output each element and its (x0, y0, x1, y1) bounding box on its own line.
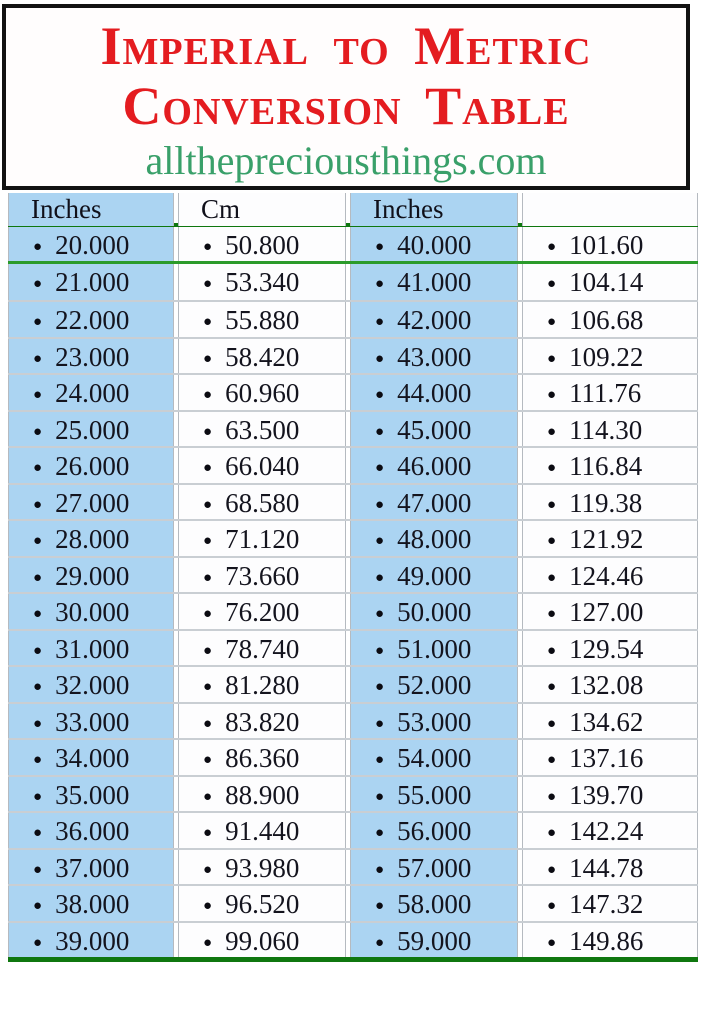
cell-cm-right: ● 129.54 (522, 631, 698, 666)
website-link[interactable]: allthepreciousthings.com (145, 138, 547, 183)
cell-inches-left: ● 23.000 (8, 339, 174, 374)
cell-inches-left: ● 29.000 (8, 558, 174, 593)
cell-inches-right: ● 46.000 (350, 448, 518, 483)
cell-cm-right: ● 144.78 (522, 850, 698, 885)
cell-cm-left: ● 73.660 (178, 558, 346, 593)
cell-inches-right: ● 45.000 (350, 412, 518, 447)
cell-cm-left: ● 76.200 (178, 594, 346, 629)
table-row (8, 556, 698, 593)
cell-inches-left: ● 25.000 (8, 412, 174, 447)
cell-inches-left: ● 34.000 (8, 740, 174, 775)
cell-cm-right: ● 149.86 (522, 923, 698, 958)
column-header-inches-left: Inches (8, 193, 174, 226)
cell-cm-left: ● 55.880 (178, 302, 346, 337)
cell-cm-left: ● 71.120 (178, 521, 346, 556)
cell-cm-left: ● 63.500 (178, 412, 346, 447)
cell-inches-left: ● 37.000 (8, 850, 174, 885)
cell-inches-right: ● 44.000 (350, 375, 518, 410)
table-row (8, 848, 698, 885)
cell-cm-left: ● 83.820 (178, 704, 346, 739)
cell-inches-right: ● 49.000 (350, 558, 518, 593)
cell-cm-left: ● 91.440 (178, 813, 346, 848)
cell-inches-left: ● 26.000 (8, 448, 174, 483)
cell-inches-left: ● 28.000 (8, 521, 174, 556)
cell-cm-right: ● 106.68 (522, 302, 698, 337)
cell-cm-left: ● 96.520 (178, 886, 346, 921)
cell-inches-right: ● 57.000 (350, 850, 518, 885)
table-row (8, 702, 698, 739)
conversion-table-body (8, 227, 698, 962)
column-header-cm-right (522, 193, 698, 226)
column-header-cm-left: Cm (178, 193, 346, 226)
cell-cm-left: ● 68.580 (178, 485, 346, 520)
cell-cm-right: ● 139.70 (522, 777, 698, 812)
cell-inches-left: ● 24.000 (8, 375, 174, 410)
table-row (8, 373, 698, 410)
cell-cm-left: ● 50.800 (178, 227, 346, 261)
table-row (8, 811, 698, 848)
cell-cm-right: ● 111.76 (522, 375, 698, 410)
cell-inches-left: ● 20.000 (8, 227, 174, 261)
cell-cm-right: ● 101.60 (522, 227, 698, 261)
cell-cm-left: ● 81.280 (178, 667, 346, 702)
table-row (8, 775, 698, 812)
cell-cm-right: ● 116.84 (522, 448, 698, 483)
cell-inches-right: ● 47.000 (350, 485, 518, 520)
cell-inches-left: ● 30.000 (8, 594, 174, 629)
cell-cm-left: ● 78.740 (178, 631, 346, 666)
cell-cm-left: ● 99.060 (178, 923, 346, 958)
cell-inches-right: ● 51.000 (350, 631, 518, 666)
cell-inches-right: ● 58.000 (350, 886, 518, 921)
cell-inches-right: ● 52.000 (350, 667, 518, 702)
cell-inches-right: ● 56.000 (350, 813, 518, 848)
cell-cm-right: ● 134.62 (522, 704, 698, 739)
column-header-inches-right: Inches (350, 193, 518, 226)
cell-cm-right: ● 147.32 (522, 886, 698, 921)
table-row (8, 300, 698, 337)
cell-inches-left: ● 38.000 (8, 886, 174, 921)
cell-cm-left: ● 58.420 (178, 339, 346, 374)
cell-inches-right: ● 48.000 (350, 521, 518, 556)
table-row (8, 738, 698, 775)
page-title-line1: Imperial to Metric (100, 16, 592, 76)
cell-inches-left: ● 21.000 (8, 264, 174, 301)
cell-cm-right: ● 119.38 (522, 485, 698, 520)
cell-cm-right: ● 121.92 (522, 521, 698, 556)
cell-inches-left: ● 33.000 (8, 704, 174, 739)
cell-inches-right: ● 40.000 (350, 227, 518, 261)
cell-inches-right: ● 54.000 (350, 740, 518, 775)
table-row (8, 410, 698, 447)
cell-inches-right: ● 59.000 (350, 923, 518, 958)
cell-inches-left: ● 22.000 (8, 302, 174, 337)
cell-inches-right: ● 53.000 (350, 704, 518, 739)
cell-inches-right: ● 55.000 (350, 777, 518, 812)
table-row (8, 227, 698, 264)
conversion-table (8, 193, 698, 962)
cell-cm-left: ● 66.040 (178, 448, 346, 483)
cell-cm-right: ● 137.16 (522, 740, 698, 775)
cell-cm-left: ● 88.900 (178, 777, 346, 812)
cell-inches-left: ● 35.000 (8, 777, 174, 812)
cell-cm-right: ● 142.24 (522, 813, 698, 848)
table-row (8, 592, 698, 629)
cell-cm-right: ● 104.14 (522, 264, 698, 301)
cell-cm-left: ● 60.960 (178, 375, 346, 410)
cell-inches-left: ● 27.000 (8, 485, 174, 520)
cell-inches-right: ● 43.000 (350, 339, 518, 374)
table-row (8, 264, 698, 301)
cell-inches-right: ● 42.000 (350, 302, 518, 337)
table-row (8, 519, 698, 556)
table-row (8, 884, 698, 921)
cell-cm-right: ● 127.00 (522, 594, 698, 629)
table-row (8, 921, 698, 958)
table-row (8, 629, 698, 666)
table-row (8, 665, 698, 702)
cell-cm-right: ● 124.46 (522, 558, 698, 593)
cell-cm-left: ● 86.360 (178, 740, 346, 775)
cell-cm-left: ● 53.340 (178, 264, 346, 301)
page-title-line2: Conversion Table (122, 76, 570, 136)
cell-inches-left: ● 31.000 (8, 631, 174, 666)
cell-inches-right: ● 50.000 (350, 594, 518, 629)
cell-cm-right: ● 109.22 (522, 339, 698, 374)
cell-cm-right: ● 114.30 (522, 412, 698, 447)
table-row (8, 483, 698, 520)
cell-cm-left: ● 93.980 (178, 850, 346, 885)
cell-inches-right: ● 41.000 (350, 264, 518, 301)
table-row (8, 337, 698, 374)
cell-inches-left: ● 36.000 (8, 813, 174, 848)
cell-cm-right: ● 132.08 (522, 667, 698, 702)
cell-inches-left: ● 32.000 (8, 667, 174, 702)
title-box (2, 4, 690, 190)
table-row (8, 446, 698, 483)
table-header-row (8, 193, 698, 227)
cell-inches-left: ● 39.000 (8, 923, 174, 958)
